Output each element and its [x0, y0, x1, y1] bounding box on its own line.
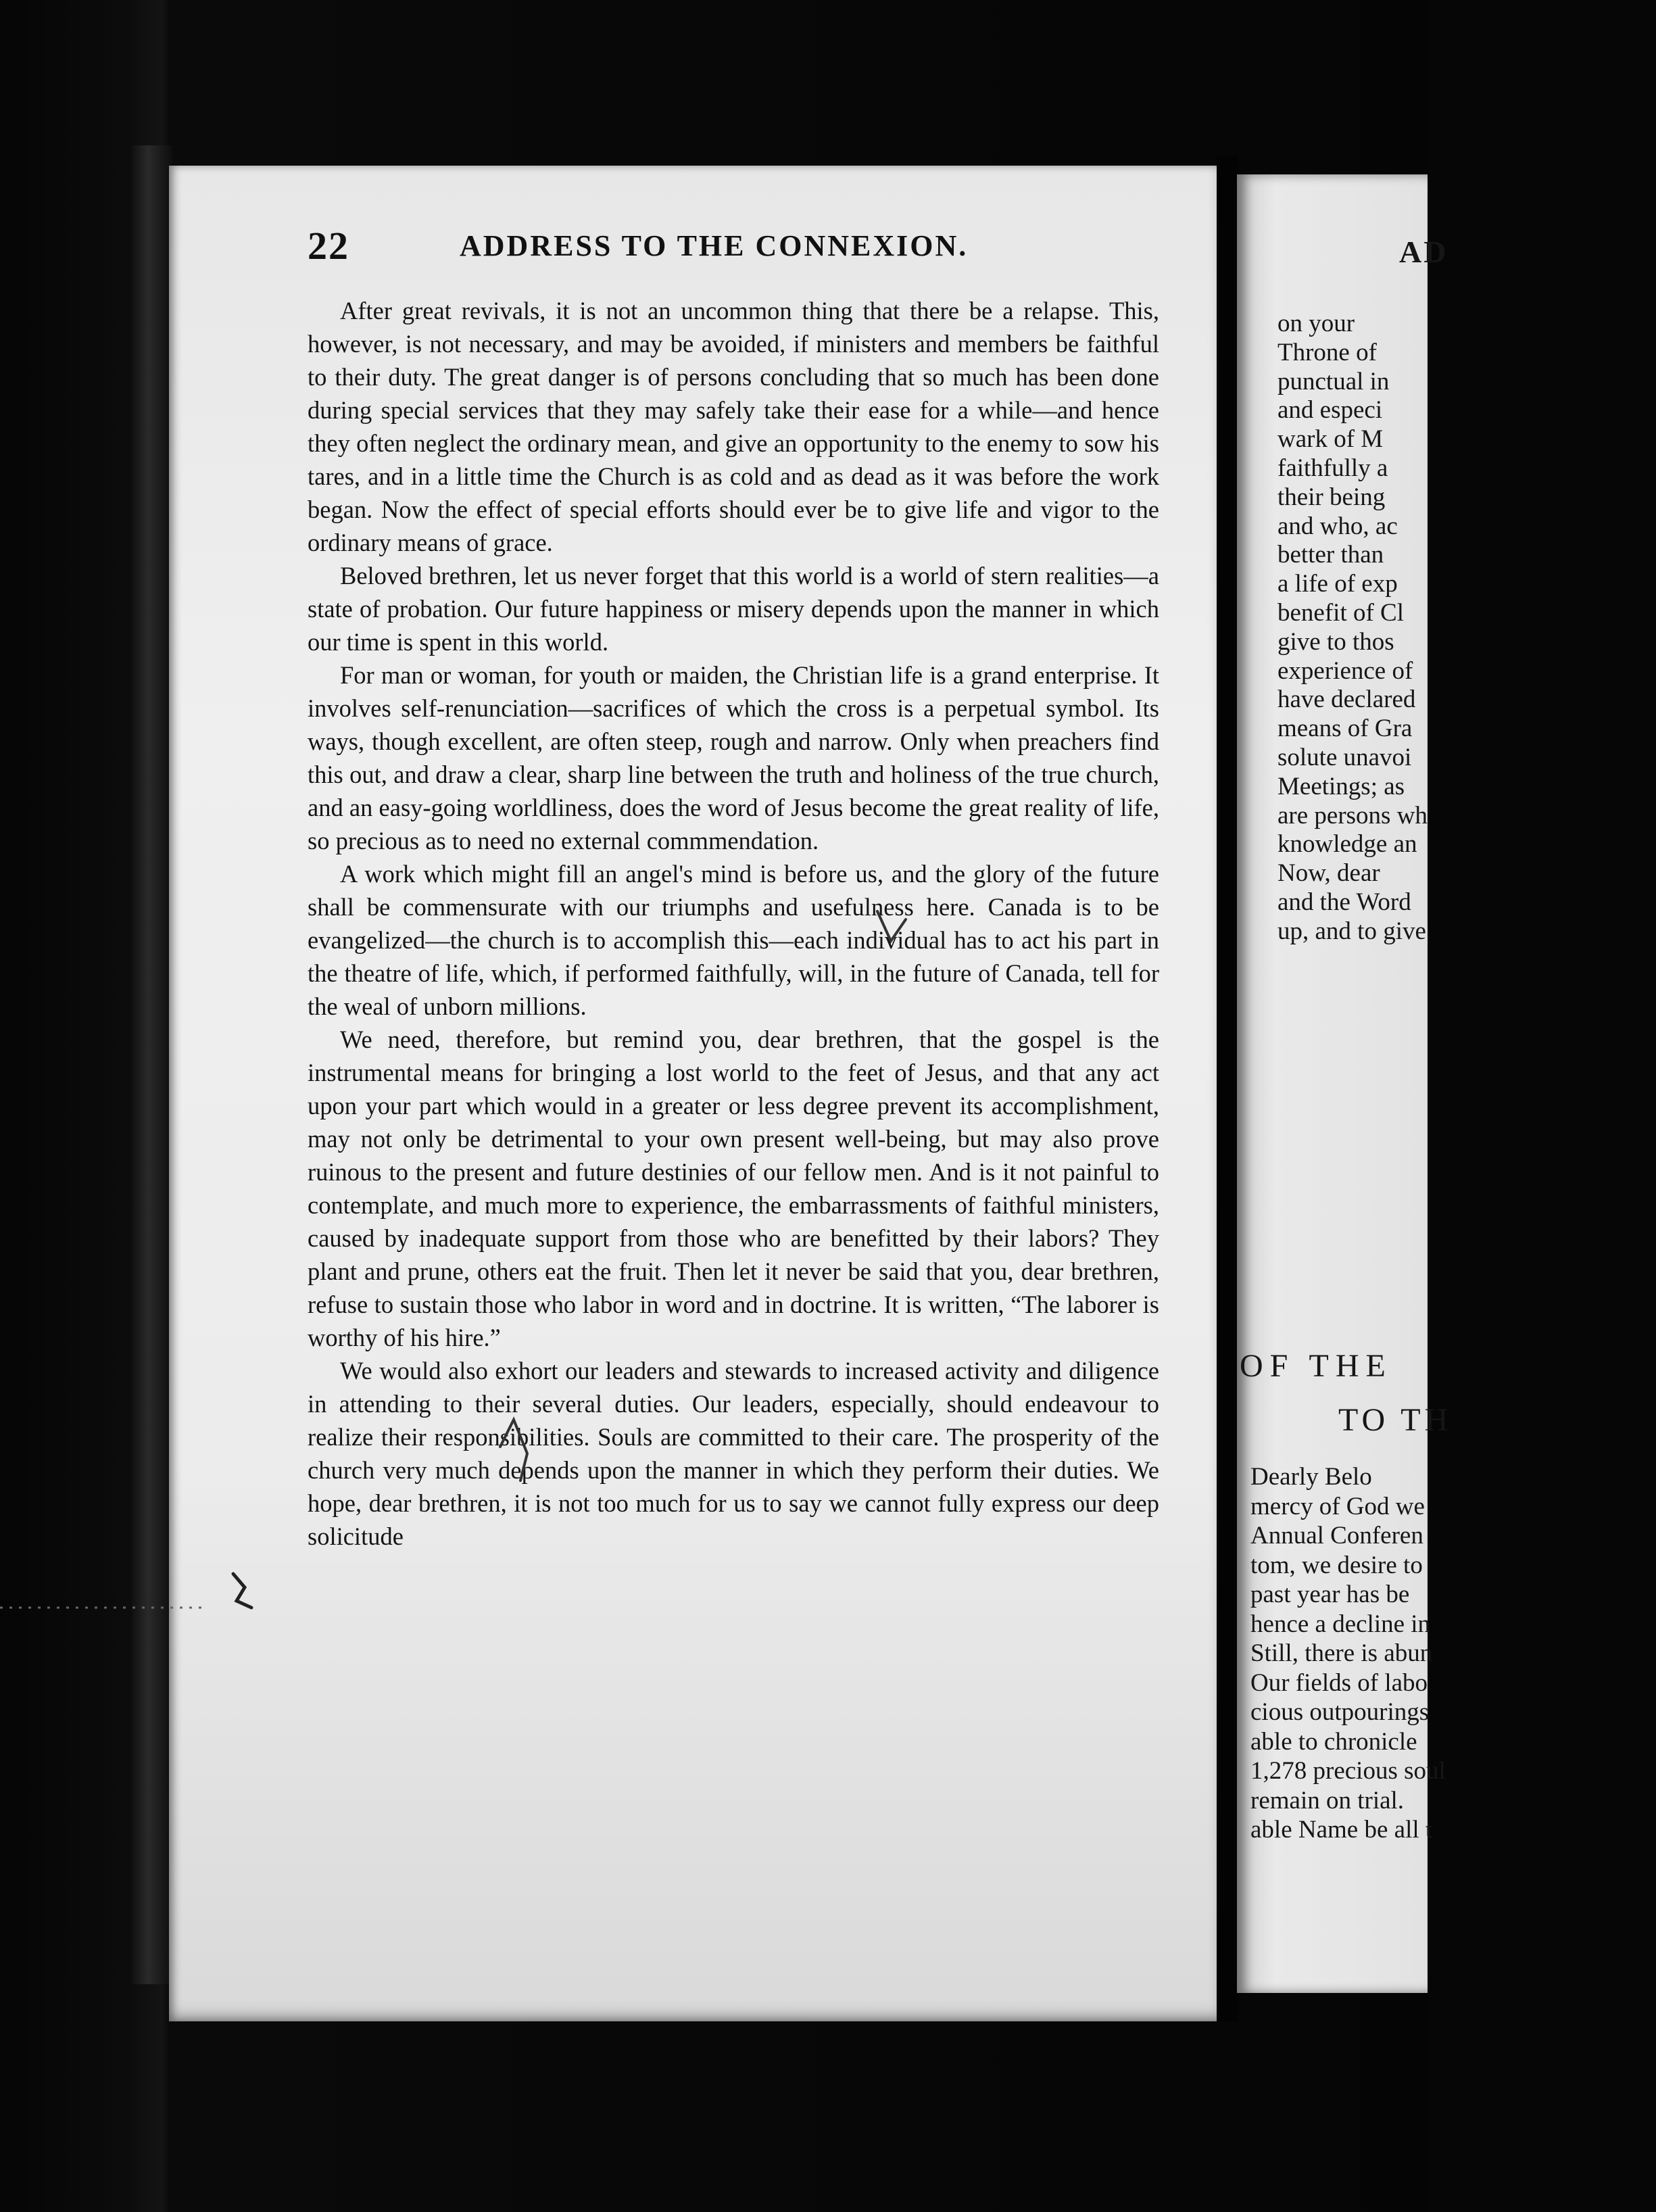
- body-text: [308, 294, 1159, 1553]
- facing-line: punctual in: [1277, 367, 1390, 395]
- facing-line: their being: [1277, 483, 1386, 511]
- facing-line: experience of: [1277, 656, 1413, 685]
- facing-line: are persons wh: [1277, 801, 1428, 830]
- page-number: 22: [308, 224, 349, 268]
- paragraph-gospel-means: We need, therefore, but remind you, dear brethren, that the gospel is the instrumental means for bringing a lost world to the feet of Jesus, and that any act upon your part which would in a greater or less degree prevent its accomplishment, may not only be detrimental to your own present well-being, but may also prove ruinous to the present and future destinies of our fellow men. And is it not painful to contemplate, and much more to experience, the embarrassments of faithful ministers, caused by inadequate support from those who are benefitted by their labors? They plant and prune, others eat the fruit. Then let it never be said that you, dear brethren, refuse to sustain those who labor in word and in doctrine. It is written, “The laborer is worthy of his hire.”: [308, 1026, 1159, 1351]
- facing-line: and who, ac: [1277, 512, 1398, 540]
- paragraph-christian-life: For man or woman, for youth or maiden, the Christian life is a grand enterprise. It involves self-renunciation—sacrifices of which the cross is a perpetual symbol. Its ways, though excellent, are often steep, rough and narrow. Only when preachers find this out, and draw a clear, sharp line between the truth and holiness of the true church, and an easy-going worldliness, does the word of Jesus become the great reality of life, so precious as to need no external commmendation.: [308, 661, 1159, 855]
- facing-line: Meetings; as: [1277, 772, 1405, 800]
- facing-line: wark of M: [1277, 425, 1384, 454]
- facing-line: 1,278 precious soul: [1250, 1757, 1446, 1785]
- facing-line: tom, we desire to: [1250, 1551, 1423, 1579]
- facing-line: Our fields of labo: [1250, 1668, 1428, 1697]
- book-spine: [132, 145, 172, 1984]
- paragraph-leaders-stewards: We would also exhort our leaders and stewards to increased activity and diligence in attending to their several duties. Our leaders, especially, should endeavour to realize their responsibilities. Souls are committed to their care. The prosperity of the church very much depends upon the manner in which they perform their duties. We hope, dear brethren, it is not too much for us to say we cannot fully express our deep solicitude: [308, 1357, 1159, 1550]
- facing-title-line-2: TO TH: [1338, 1402, 1453, 1438]
- page-header: [308, 223, 1200, 270]
- facing-line: past year has be: [1250, 1581, 1410, 1608]
- facing-line: knowledge an: [1277, 830, 1417, 859]
- facing-running-head: AD: [1399, 235, 1448, 269]
- facing-line: give to thos: [1277, 627, 1394, 656]
- paragraph-revivals: After great revivals, it is not an uncommon thing that there be a relapse. This, however, is not necessary, and may be avoided, if ministers and members be faithful to their duty. The great danger is of persons concluding that so much has been done during special services that they may safely take their ease for a while—and hence they often neglect the ordinary mean, and give an opportunity to the enemy to sow his tares, and in a little time the Church is as cold and as dead as it was before the work began. Now the effect of special efforts should ever be to give life and vigor to the ordinary means of grace.: [308, 297, 1159, 556]
- facing-line: Still, there is abun: [1250, 1639, 1433, 1667]
- facing-line: solute unavoi: [1277, 743, 1412, 771]
- facing-line: benefit of Cl: [1277, 598, 1405, 627]
- facing-line: up, and to give: [1277, 917, 1426, 945]
- paragraph-stern-realities: Beloved brethren, let us never forget that this world is a world of stern realities—a state of probation. Our future happiness or misery depends upon the manner in which our time is spent in this world.: [308, 562, 1159, 656]
- facing-line: hence a decline in: [1250, 1610, 1431, 1638]
- facing-line: and especi: [1277, 396, 1383, 425]
- facing-line: mercy of God we: [1250, 1492, 1425, 1520]
- facing-lines-bottom: [1250, 1462, 1446, 1845]
- facing-line: able Name be all t: [1250, 1816, 1433, 1844]
- facing-line: cious outpourings: [1250, 1698, 1430, 1726]
- facing-page: [1237, 174, 1453, 1993]
- page-gutter: [1217, 155, 1238, 2021]
- facing-line: on your: [1277, 310, 1355, 337]
- facing-line: Now, dear: [1277, 859, 1380, 888]
- paragraph-canada-evangelized: A work which might fill an angel's mind is before us, and the glory of the future shall be commensurate with our triumphs and usefulness here. Canada is to be evangelized—the church is to accomplish this—each individual has to act his part in the theatre of life, which, if performed faithfully, will, in the future of Canada, tell for the weal of unborn millions.: [308, 860, 1159, 1020]
- facing-line: a life of exp: [1277, 570, 1398, 598]
- facing-lines-top: [1277, 310, 1428, 946]
- facing-line: able to chronicle: [1250, 1727, 1417, 1756]
- facing-line: faithfully a: [1277, 454, 1388, 482]
- facing-line: better than: [1277, 541, 1384, 569]
- facing-title-line-1: OF THE: [1240, 1348, 1392, 1384]
- facing-line: means of Gra: [1277, 715, 1413, 743]
- facing-line: Annual Conferen: [1250, 1522, 1423, 1549]
- facing-line: Dearly Belo: [1250, 1463, 1372, 1491]
- facing-line: have declared: [1277, 686, 1416, 714]
- facing-line: remain on trial.: [1250, 1786, 1405, 1814]
- running-head: ADDRESS TO THE CONNEXION.: [460, 229, 969, 262]
- facing-line: and the Word: [1277, 888, 1411, 916]
- facing-line: Throne of: [1277, 338, 1377, 366]
